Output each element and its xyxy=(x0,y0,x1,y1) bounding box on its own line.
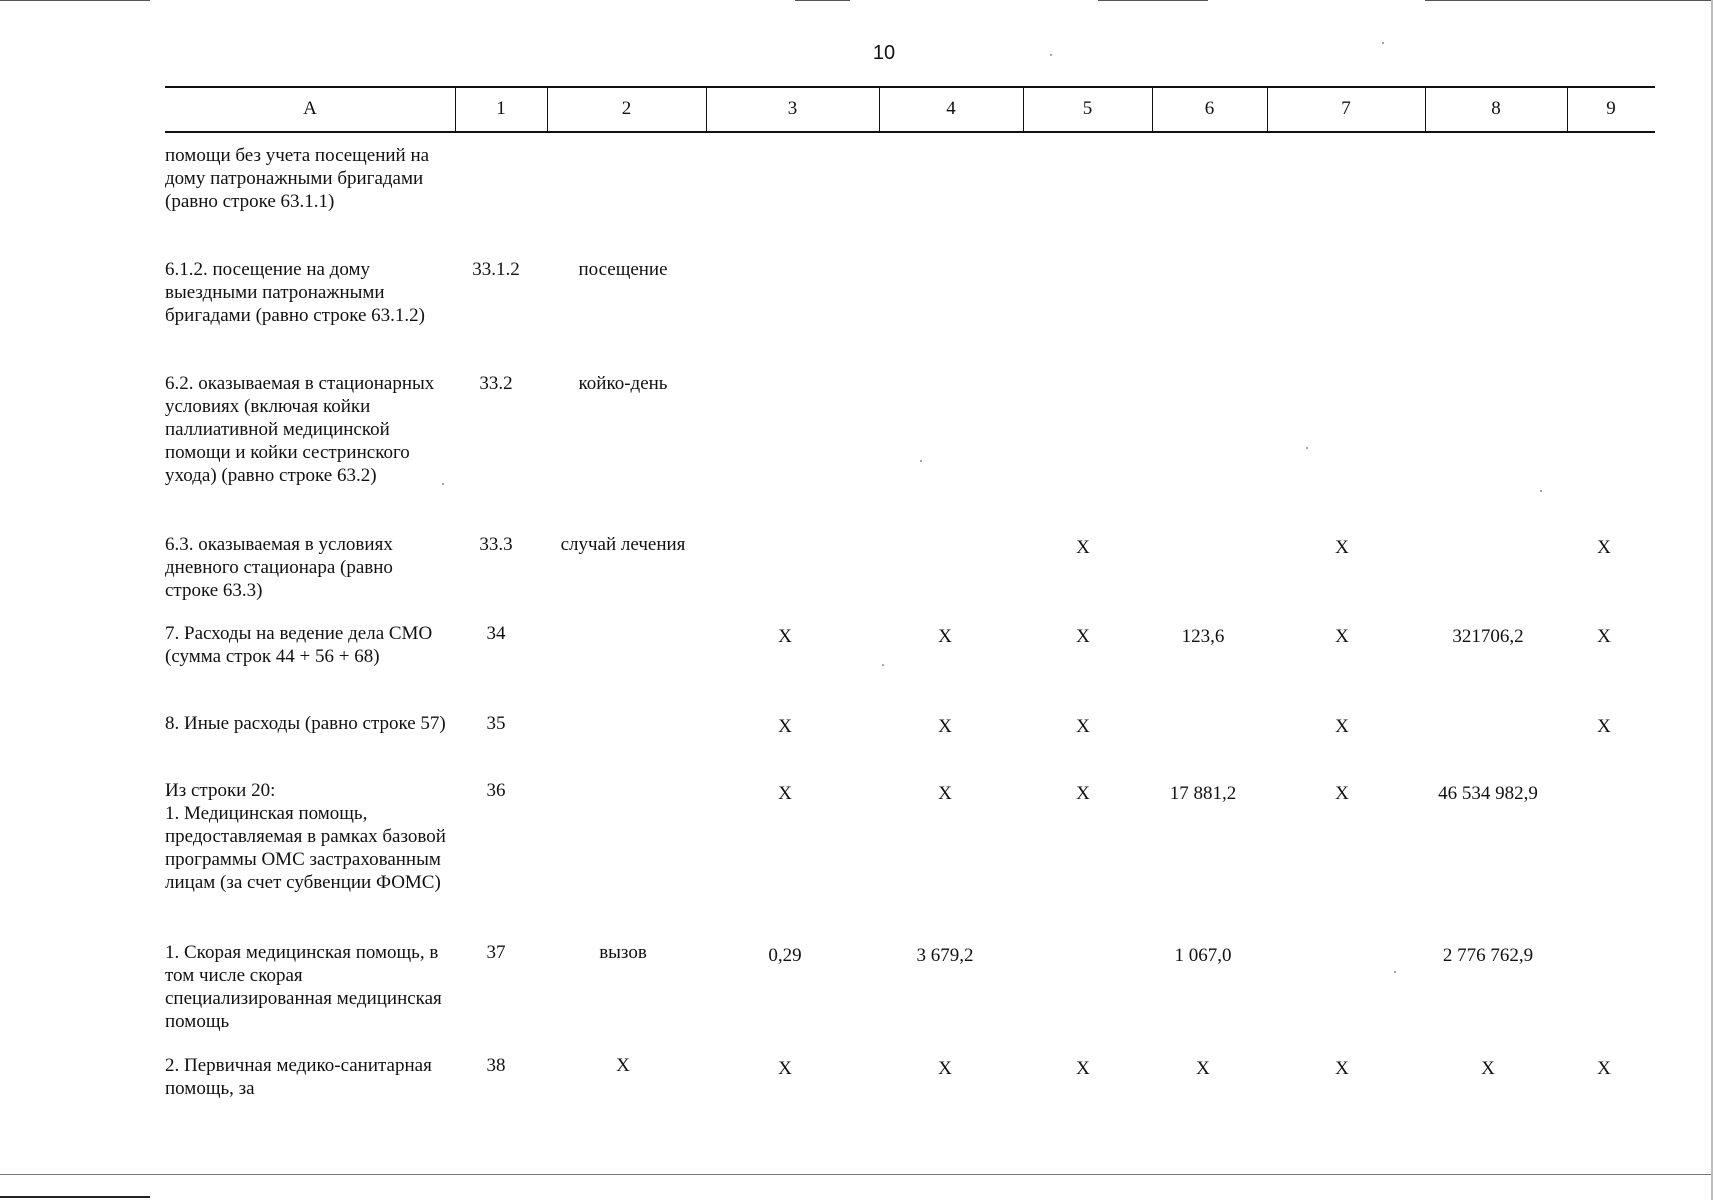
cell-col-2: случай лечения xyxy=(560,534,686,555)
cell-col-5: Х xyxy=(1076,716,1090,737)
row-label: 8. Иные расходы (равно строке 57) xyxy=(165,713,446,734)
cell-col-1: 33.2 xyxy=(479,373,513,394)
cell-col-1: 38 xyxy=(486,1055,506,1076)
cell-col-1: 33.1.2 xyxy=(472,259,520,280)
row-label: Из строки 20: 1. Медицинская помощь, предоставляемая в рамках базовой программы ОМС застрахованным лицам (за счет субвенции ФОМС) xyxy=(165,780,446,893)
cell-col-3: Х xyxy=(778,1058,792,1079)
cell-col-7: Х xyxy=(1335,1058,1349,1079)
cell-col-9: Х xyxy=(1597,626,1611,647)
row-label: 1. Скорая медицинская помощь, в том числе скорая специализированная медицинская помощь xyxy=(165,942,442,1032)
cell-col-6: 17 881,2 xyxy=(1169,783,1237,804)
cell-col-9: Х xyxy=(1597,716,1611,737)
scan-speck xyxy=(882,664,884,666)
column-header-4: 4 xyxy=(946,98,956,119)
row-label: 6.1.2. посещение на дому выездными патронажными бригадами (равно строке 63.1.2) xyxy=(165,259,425,326)
cell-col-1: 36 xyxy=(486,780,506,801)
cell-col-5: Х xyxy=(1076,1058,1090,1079)
cell-col-8: 2 776 762,9 xyxy=(1442,945,1534,966)
cell-col-2: вызов xyxy=(599,942,647,963)
column-header-6: 6 xyxy=(1204,98,1215,119)
cell-col-3: Х xyxy=(778,716,792,737)
column-header-a: А xyxy=(303,98,317,119)
cell-col-2: Х xyxy=(616,1055,630,1076)
cell-col-4: 3 679,2 xyxy=(916,945,974,966)
scan-edge-top-mid xyxy=(795,0,850,1)
row-label: 2. Первичная медико-санитарная помощь, за xyxy=(165,1055,432,1099)
scan-edge-top-left xyxy=(0,0,150,1)
cell-col-8: Х xyxy=(1481,1058,1495,1079)
cell-col-1: 33.3 xyxy=(479,534,513,555)
cell-col-8: 321706,2 xyxy=(1452,626,1524,647)
column-header-8: 8 xyxy=(1491,98,1501,119)
cell-col-7: Х xyxy=(1335,783,1349,804)
scan-speck xyxy=(1306,447,1308,449)
cell-col-9: Х xyxy=(1597,1058,1611,1079)
cell-col-3: Х xyxy=(778,783,792,804)
column-header-9: 9 xyxy=(1606,98,1616,119)
cell-col-5: Х xyxy=(1076,537,1090,558)
column-header-2: 2 xyxy=(621,98,632,119)
row-label: 6.3. оказываемая в условиях дневного стационара (равно строке 63.3) xyxy=(165,534,393,601)
cell-col-1: 34 xyxy=(486,623,506,644)
cell-col-7: Х xyxy=(1335,626,1349,647)
cell-col-7: Х xyxy=(1335,537,1349,558)
scan-speck xyxy=(920,460,922,462)
row-label: 6.2. оказываемая в стационарных условиях (включая койки паллиативной медицинской помощи и койки сестринского ухода) (равно строке 63.2) xyxy=(165,373,435,486)
cell-col-9: Х xyxy=(1597,537,1611,558)
cell-col-5: Х xyxy=(1076,783,1090,804)
cell-col-3: Х xyxy=(778,626,792,647)
cell-col-3: 0,29 xyxy=(768,945,802,966)
scan-speck xyxy=(1394,971,1396,973)
cell-col-1: 37 xyxy=(486,942,506,963)
cell-col-2: койко-день xyxy=(578,373,668,394)
cell-col-4: Х xyxy=(938,1058,952,1079)
cell-col-6: Х xyxy=(1196,1058,1210,1079)
cell-col-4: Х xyxy=(938,626,952,647)
cell-col-5: Х xyxy=(1076,626,1090,647)
cell-col-4: Х xyxy=(938,783,952,804)
row-label: помощи без учета посещений на дому патронажными бригадами (равно строке 63.1.1) xyxy=(165,145,430,212)
column-header-7: 7 xyxy=(1341,98,1351,119)
scan-edge-top-right xyxy=(1098,0,1208,1)
table-header xyxy=(0,86,1713,136)
page-number: 10 xyxy=(872,42,896,64)
cell-col-8: 46 534 982,9 xyxy=(1438,783,1538,804)
column-header-1: 1 xyxy=(496,98,506,119)
cell-col-1: 35 xyxy=(486,713,506,734)
cell-col-4: Х xyxy=(938,716,952,737)
cell-col-2: посещение xyxy=(578,259,668,280)
scan-edge-bottom-left xyxy=(0,1196,150,1198)
scan-speck xyxy=(1540,490,1542,492)
column-header-5: 5 xyxy=(1082,98,1093,119)
cell-col-7: Х xyxy=(1335,716,1349,737)
scan-edge-top-far-right xyxy=(1425,0,1713,1)
row-label: 7. Расходы на ведение дела СМО (сумма строк 44 + 56 + 68) xyxy=(165,623,433,667)
column-header-3: 3 xyxy=(787,98,798,119)
cell-col-6: 1 067,0 xyxy=(1174,945,1232,966)
cell-col-6: 123,6 xyxy=(1181,626,1225,647)
scan-edge-bottom xyxy=(0,1174,1713,1175)
